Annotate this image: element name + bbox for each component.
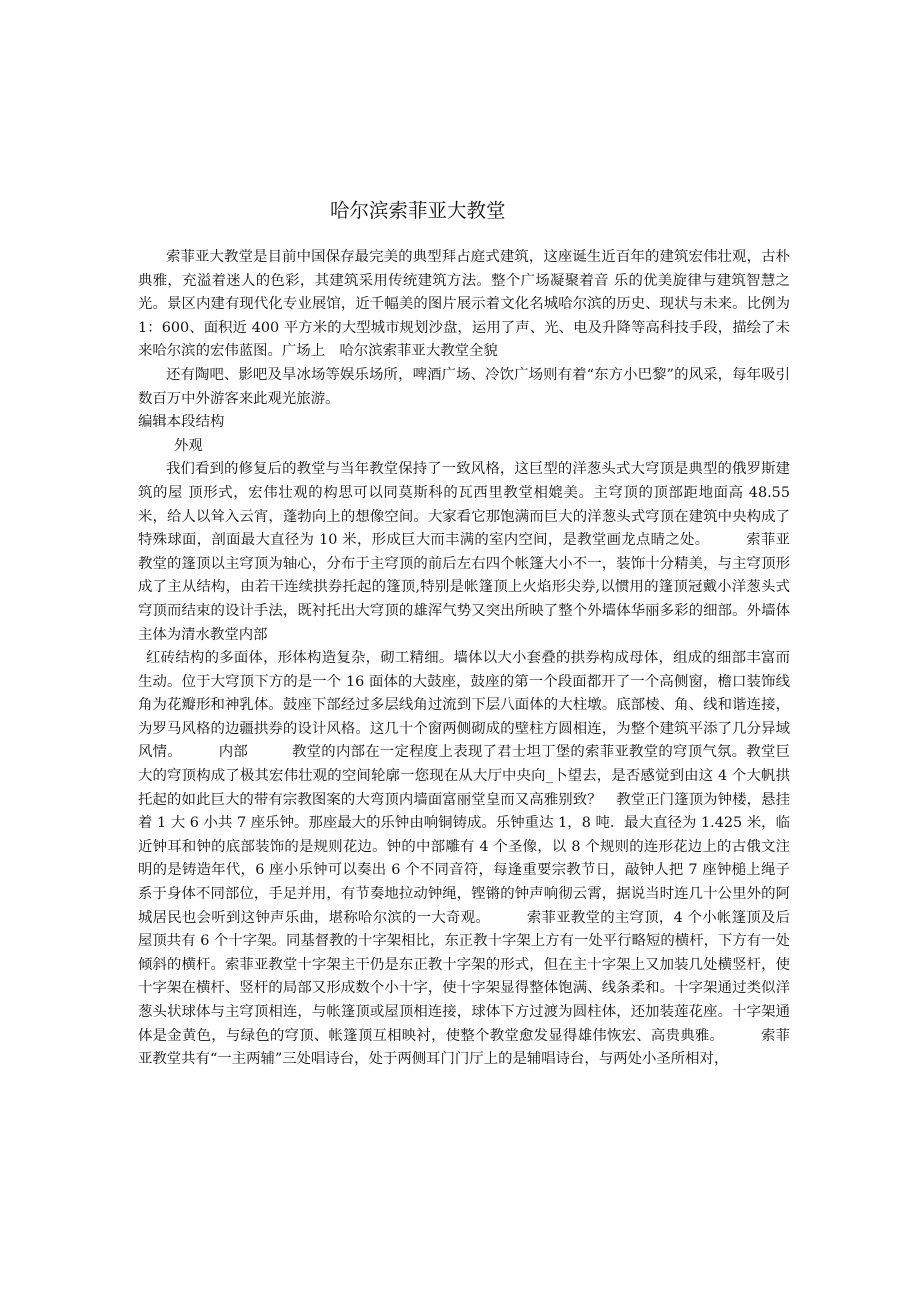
paragraph-entertainment: 还有陶吧、影吧及旱冰场等娱乐场所，啤酒广场、冷饮广场则有着“东方小巴黎”的风采，每年吸引数百万中外游客来此观光旅游。: [138, 366, 790, 407]
paragraph-intro: 索菲亚大教堂是目前中国保存最完美的典型拜占庭式建筑，这座诞生近百年的建筑宏伟壮观，古朴典雅，充溢着迷人的色彩，其建筑采用传统建筑方法。整个广场凝聚着音 乐的优美旋律与建筑智慧之光。景区内建有现代化专业展馆，近千幅美的图片展示着文化名城哈尔滨的历史、现状与未来。比例为 1：600、面积近 400 平方米的大型城市规划沙盘，运用了声、光、电及升降等高科技手段，描绘了未来哈尔滨的宏伟蓝图。广场上 哈尔滨索菲亚大教堂全貌: [138, 249, 790, 360]
paragraph-exterior: 我们看到的修复后的教堂与当年教堂保持了一致风格，这巨型的洋葱头式大穹顶是典型的俄罗斯建筑的屋 顶形式，宏伟壮观的构思可以同莫斯科的瓦西里教堂相媲美。主穹顶的顶部距地面高 48.55 米，给人以耸入云宵，蓬勃向上的想像空间。大家看它那饱满而巨大的洋葱头式穹顶在建筑中央构成了特殊球面，剖面最大直径为 10 米，形成巨大而丰满的室内空间，是教堂画龙点睛之处。 索菲亚教堂的篷顶以主穹顶为轴心，分布于主穹顶的前后左右四个帐篷大小不一，装饰十分精美，与主穹顶形成了主从结构，由若干连续拱券托起的篷顶,特别是帐篷顶上火焰形尖券,以惯用的篷顶冠戴小洋葱头式穹顶而结束的设计手法，既衬托出大穹顶的雄浑气势又突出所映了整个外墙体华丽多彩的细部。外墙体主体为清水教堂内部: [138, 461, 790, 643]
subheading-exterior: 外观: [174, 437, 203, 454]
section-heading-structure: 编辑本段结构: [138, 414, 225, 431]
document-title: 哈尔滨索菲亚大教堂: [330, 199, 506, 222]
document-page: [138, 196, 790, 1072]
paragraph-interior: 红砖结构的多面体，形体构造复杂，砌工精细。墙体以大小套叠的拱券构成母体，组成的细部丰富而生动。位于大穹顶下方的是一个 16 面体的大鼓座，鼓座的第一个段面都开了一个高侧窗，檐口装饰线角为花瓣形和神乳体。鼓座下部经过多层线角过流到下层八面体的大柱墩。底部棱、角、线和谐连接，为罗马风格的边疆拱券的设计风格。这几十个窗两侧砌成的壁柱方圆相连，为整个建筑平添了几分异域风情。 内部 教堂的内部在一定程度上表现了君士坦丁堡的索菲亚教堂的穹顶气氛。教堂巨大的穹顶构成了极其宏伟壮观的空间轮廓一您现在从大厅中央向_卜望去，是否感觉到由这 4 个大帆拱托起的如此巨大的带有宗教图案的大弯顶内墙面富丽堂皇而又高雅别致？ 教堂正门篷顶为钟楼，悬挂着 1 大 6 小共 7 座乐钟。那座最大的乐钟由响铜铸成。乐钟重达 1，8 吨．最大直径为 1.425 米，临近钟耳和钟的底部装饰的是规则花边。钟的中部雕有 4 个圣像，以 8 个规则的连形花边上的古俄文注明的是铸造年代，6 座小乐钟可以奏出 6 个不同音符，每逢重要宗教节日，敲钟人把 7 座钟槌上绳子系于身体不同部位，手足并用，有节奏地拉动钟绳，铿锵的钟声响彻云霄，据说当时连几十公里外的阿城居民也会听到这钟声乐曲，堪称哈尔滨的一大奇观。 索菲亚教堂的主穹顶，4 个小帐篷顶及后屋顶共有 6 个十字架。同基督教的十字架相比，东正教十字架上方有一处平行略短的横杆，下方有一处倾斜的横杆。索菲亚教堂十字架主干仍是东正教十字架的形式，但在主十字架上又加装几处横竖杆，使十字架在横杆、竖杆的局部又形成数个小十字，使十字架显得整体饱满、线条柔和。十字架通过类似洋葱头状球体与主穹顶相连，与帐篷顶或屋顶相连接，球体下方过渡为圆柱体，还加装莲花座。十字架通体是金黄色，与绿色的穹顶、帐篷顶互相映衬，使整个教堂愈发显得雄伟恢宏、高贵典雅。 索菲亚教堂共有“一主两辅”三处唱诗台，处于两侧耳门门厅上的是辅唱诗台，与两处小圣所相对，: [138, 650, 790, 1068]
